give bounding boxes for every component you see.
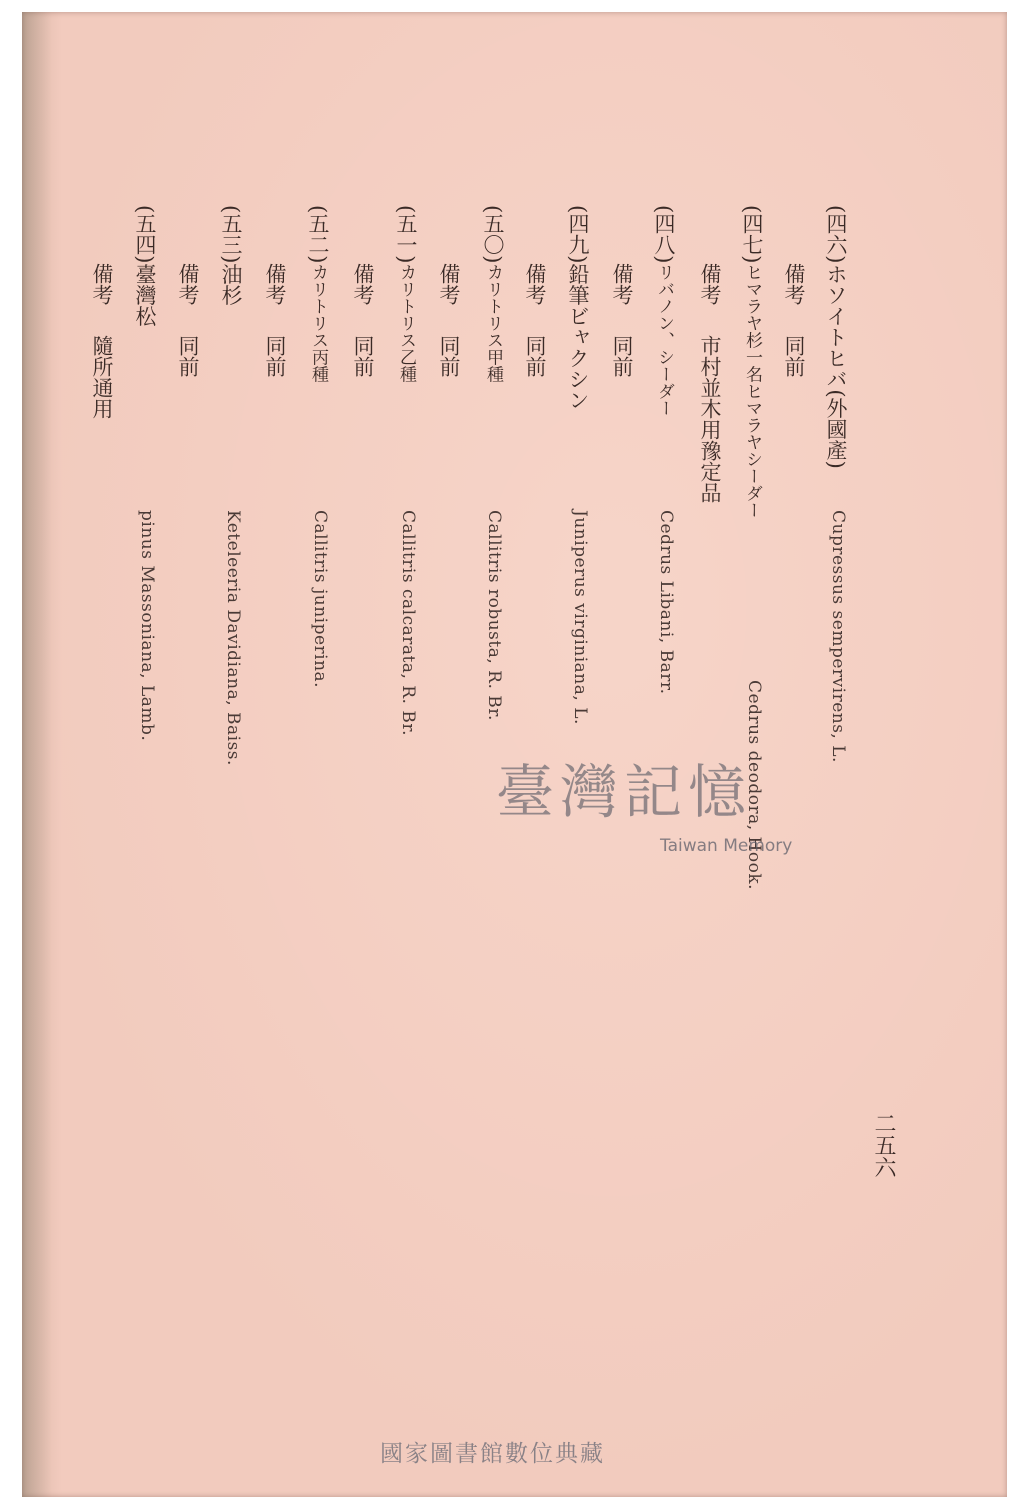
entry-50-latin: Callitris robusta, R. Br.	[484, 510, 504, 721]
entry-52-note	[264, 263, 285, 377]
entry-49-latin: Juniperus virginiana, L.	[570, 510, 590, 725]
note-text: 同前	[437, 335, 461, 377]
note-label: 備考	[437, 263, 461, 305]
note-text: 市村並木用豫定品	[698, 335, 722, 503]
note-label: 備考	[782, 263, 806, 305]
note-text: 同前	[782, 335, 806, 377]
entry-name: ホソイトヒバ(外國產)	[824, 263, 848, 469]
entry-46-note	[783, 263, 804, 377]
entry-name: カリトリス甲種	[483, 263, 503, 383]
note-text: 隨所通用	[90, 335, 114, 419]
watermark-english: Taiwan Memory	[660, 836, 793, 856]
note-text: 同前	[610, 335, 634, 377]
entry-number: (五二)	[306, 205, 330, 264]
note-label: 備考	[176, 263, 200, 305]
note-text: 同前	[351, 335, 375, 377]
entry-46-heading	[825, 205, 846, 469]
entry-number: (五一)	[394, 205, 418, 264]
entry-48-note	[611, 263, 632, 377]
entry-52-latin: Callitris juniperina.	[310, 510, 330, 689]
footer-credit: 國家圖書館數位典藏	[380, 1441, 605, 1467]
entry-number: (四六)	[824, 205, 848, 264]
entry-name: 鉛筆ビャクシン	[566, 263, 590, 411]
entry-number: (四八)	[652, 205, 676, 264]
entry-number: (五〇)	[481, 205, 505, 264]
entry-name: 臺灣松	[133, 263, 157, 327]
entry-51-latin: Callitris calcarata, R. Br.	[398, 510, 418, 737]
entry-name: カリトリス乙種	[396, 263, 416, 383]
page-number: 二五六	[871, 1112, 896, 1178]
note-label: 備考	[523, 263, 547, 305]
note-text: 同前	[176, 335, 200, 377]
entry-number: (四九)	[566, 205, 590, 264]
entry-47-latin: Cedrus deodora, Hook.	[744, 680, 764, 891]
entry-48-heading	[653, 205, 674, 416]
entry-53-heading	[220, 205, 241, 305]
entry-49-heading	[567, 205, 588, 410]
page-spine-shadow	[22, 12, 52, 1497]
entry-51-note	[352, 263, 373, 377]
entry-48-latin: Cedrus Libani, Barr.	[656, 510, 676, 695]
entry-51-heading	[395, 205, 416, 382]
entry-54-latin: pinus Massoniana, Lamb.	[137, 510, 157, 742]
entry-name: リバノン、シーダー	[654, 263, 674, 417]
entry-name: ヒマラヤ杉一名ヒマラヤシーダー	[742, 263, 762, 519]
entry-46-latin: Cupressus sempervirens, L.	[828, 510, 848, 763]
entry-47-note	[699, 263, 720, 503]
entry-54-note	[91, 263, 112, 419]
entry-50-heading	[482, 205, 503, 382]
note-label: 備考	[90, 263, 114, 305]
note-text: 同前	[523, 335, 547, 377]
note-label: 備考	[351, 263, 375, 305]
entry-50-note	[438, 263, 459, 377]
entry-53-latin: Keteleeria Davidiana, Baiss.	[223, 510, 243, 766]
entry-name: 油杉	[219, 263, 243, 306]
note-text: 同前	[263, 335, 287, 377]
entry-53-note	[177, 263, 198, 377]
entry-name: カリトリス丙種	[308, 263, 328, 383]
entry-number: (五四)	[133, 205, 157, 264]
entry-54-heading	[134, 205, 155, 326]
note-label: 備考	[698, 263, 722, 305]
note-label: 備考	[263, 263, 287, 305]
entry-number: (五三)	[219, 205, 243, 264]
watermark-logo: 臺灣記憶	[496, 758, 753, 826]
entry-47-heading	[741, 205, 762, 518]
entry-49-note	[524, 263, 545, 377]
entry-number: (四七)	[740, 205, 764, 264]
entry-52-heading	[307, 205, 328, 382]
note-label: 備考	[610, 263, 634, 305]
